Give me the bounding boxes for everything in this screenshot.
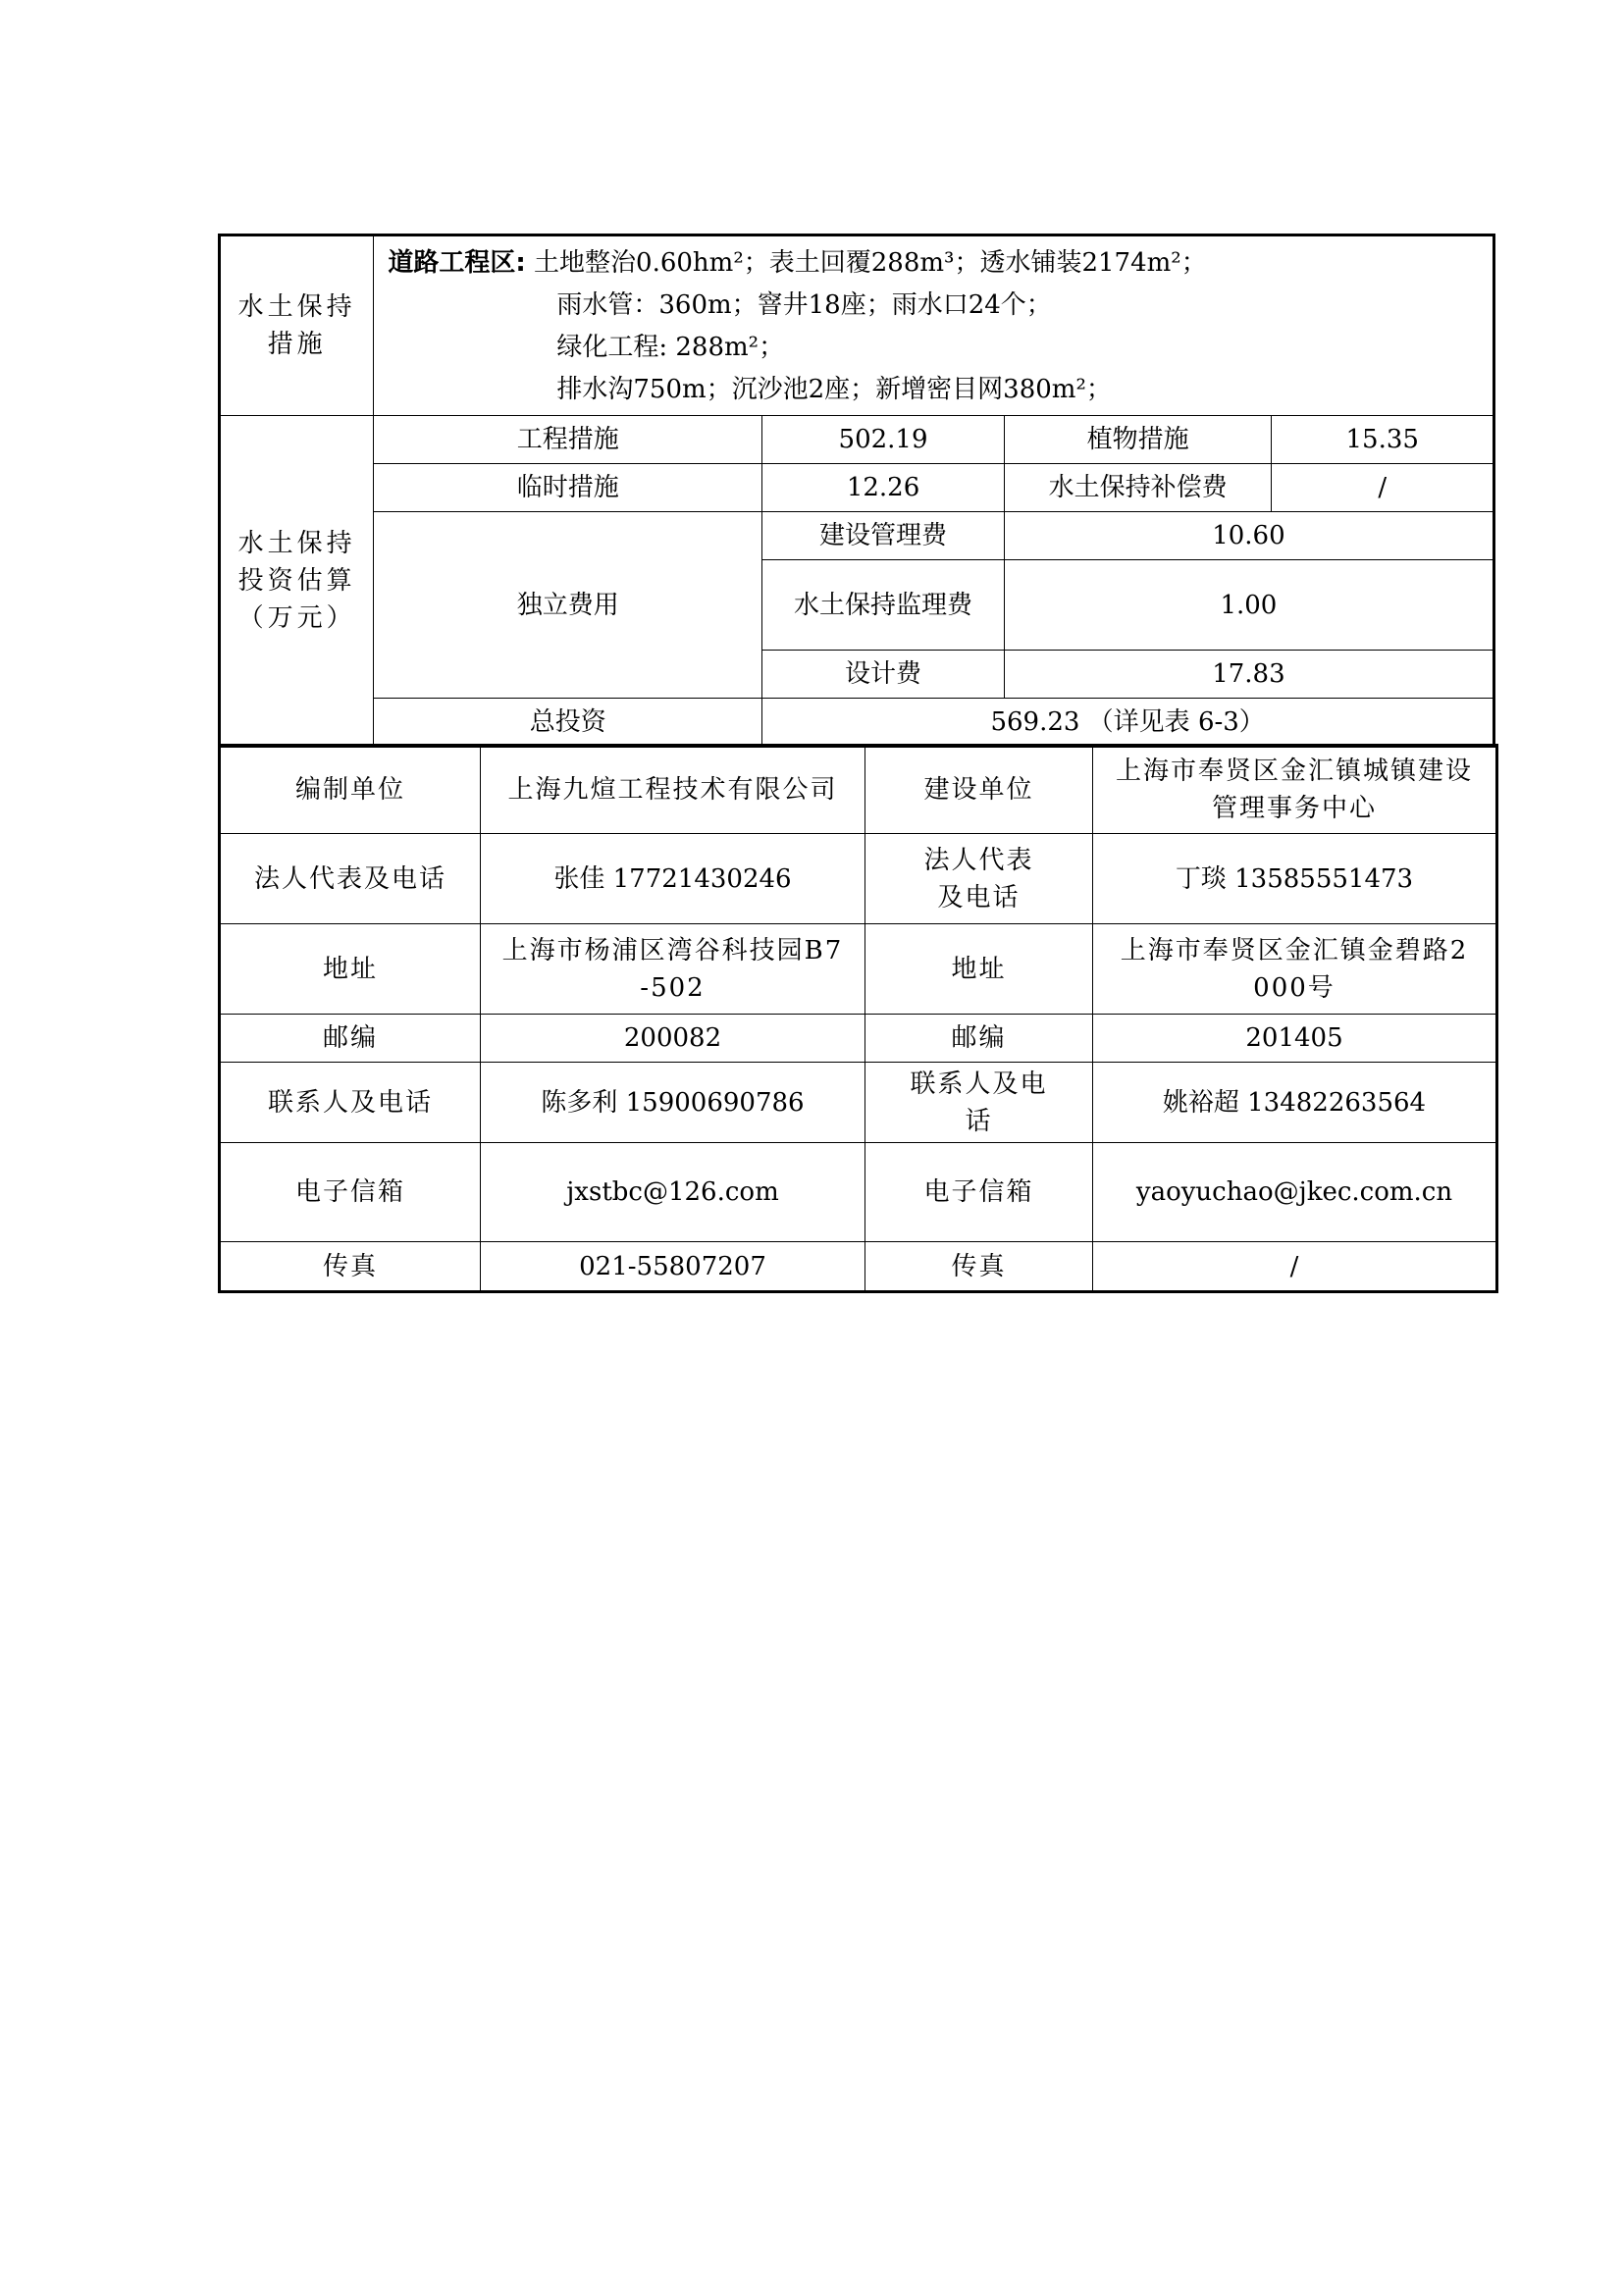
compensation-label: 水土保持补偿费	[1004, 464, 1272, 512]
engineering-value: 502.19	[762, 416, 1005, 464]
email-value: jxstbc@126.com	[481, 1143, 865, 1242]
email-label: 电子信箱	[865, 1143, 1093, 1242]
compensation-value: /	[1272, 464, 1494, 512]
unit-row	[220, 924, 1497, 1015]
postcode-label: 邮编	[220, 1015, 481, 1063]
measures-line-text: 雨水管：360m；窨井18座；雨水口24个；	[556, 290, 1052, 320]
postcode-value: 200082	[481, 1015, 865, 1063]
unit-row	[220, 1242, 1497, 1292]
measures-line	[388, 242, 1483, 285]
investment-label: 水土保持投资估算（万元）	[220, 416, 374, 747]
preparer-value: 上海九煊工程技术有限公司	[481, 746, 865, 834]
measures-line	[388, 285, 1483, 327]
measures-line	[388, 369, 1483, 411]
measures-investment-table	[218, 234, 1495, 748]
units-table	[218, 744, 1498, 1293]
email-value: yaoyuchao@jkec.com.cn	[1093, 1143, 1497, 1242]
design-value: 17.83	[1004, 651, 1493, 699]
investment-row	[220, 699, 1494, 747]
design-label: 设计费	[762, 651, 1005, 699]
measures-line	[388, 327, 1483, 369]
preparer-label: 编制单位	[220, 746, 481, 834]
postcode-label: 邮编	[865, 1015, 1093, 1063]
measures-line-head: 道路工程区:	[388, 248, 526, 278]
postcode-value: 201405	[1093, 1015, 1497, 1063]
investment-row	[220, 512, 1494, 560]
fax-value: 021-55807207	[481, 1242, 865, 1292]
contact-label: 联系人及电话	[865, 1063, 1093, 1143]
measures-line-text: 土地整治0.60hm²；表土回覆288m³；透水铺装2174m²；	[534, 248, 1207, 278]
unit-row	[220, 746, 1497, 834]
contact-label: 联系人及电话	[220, 1063, 481, 1143]
plant-value: 15.35	[1272, 416, 1494, 464]
address-value: 上海市杨浦区湾谷科技园B7-502	[481, 924, 865, 1015]
plant-label: 植物措施	[1004, 416, 1272, 464]
address-label: 地址	[220, 924, 481, 1015]
measures-label: 水土保持措施	[220, 235, 374, 416]
fax-label: 传真	[865, 1242, 1093, 1292]
unit-row	[220, 1143, 1497, 1242]
total-value: 569.23 （详见表 6-3）	[762, 699, 1494, 747]
legal-rep-value: 张佳 17721430246	[481, 834, 865, 924]
engineering-label: 工程措施	[374, 416, 762, 464]
construction-mgmt-value: 10.60	[1004, 512, 1493, 560]
builder-label: 建设单位	[865, 746, 1093, 834]
investment-row	[220, 464, 1494, 512]
supervision-value: 1.00	[1004, 560, 1493, 651]
address-value: 上海市奉贤区金汇镇金碧路2000号	[1093, 924, 1497, 1015]
contact-value: 姚裕超 13482263564	[1093, 1063, 1497, 1143]
temporary-label: 临时措施	[374, 464, 762, 512]
investment-row	[220, 416, 1494, 464]
measures-row	[220, 235, 1494, 416]
fax-label: 传真	[220, 1242, 481, 1292]
legal-rep-value: 丁琰 13585551473	[1093, 834, 1497, 924]
unit-row	[220, 1063, 1497, 1143]
fax-value: /	[1093, 1242, 1497, 1292]
measures-content	[374, 235, 1494, 416]
contact-value: 陈多利 15900690786	[481, 1063, 865, 1143]
legal-rep-label: 法人代表及电话	[865, 834, 1093, 924]
builder-value: 上海市奉贤区金汇镇城镇建设管理事务中心	[1093, 746, 1497, 834]
measures-line-text: 绿化工程: 288m²；	[556, 333, 785, 362]
unit-row	[220, 1015, 1497, 1063]
address-label: 地址	[865, 924, 1093, 1015]
email-label: 电子信箱	[220, 1143, 481, 1242]
total-label: 总投资	[374, 699, 762, 747]
unit-row	[220, 834, 1497, 924]
supervision-label: 水土保持监理费	[762, 560, 1005, 651]
independent-label: 独立费用	[374, 512, 762, 699]
measures-line-text: 排水沟750m；沉沙池2座；新增密目网380m²；	[556, 375, 1112, 404]
temporary-value: 12.26	[762, 464, 1005, 512]
construction-mgmt-label: 建设管理费	[762, 512, 1005, 560]
legal-rep-label: 法人代表及电话	[220, 834, 481, 924]
